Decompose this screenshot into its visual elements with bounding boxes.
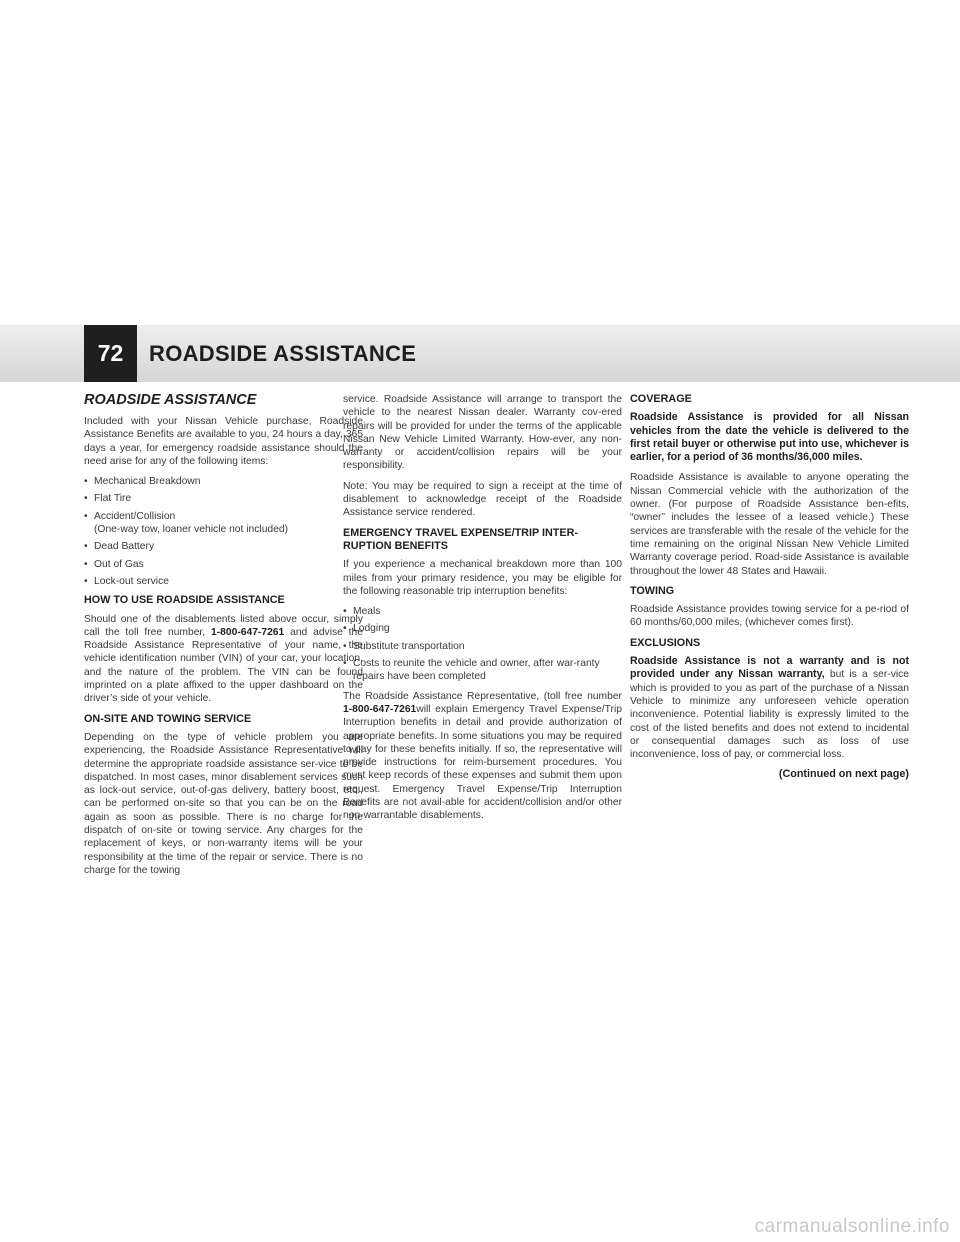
emergency-travel-paragraph: If you experience a mechanical breakdown more than 100 miles from your primary residence, you may be eligible for the following reasonable trip interruption benefits: <box>343 559 622 597</box>
towing-continued-paragraph: service. Roadside Assistance will arrange to transport the vehicle to the nearest Nissan dealer. Warranty cov-ered repairs will be provided for under the terms of the applicable Nissan New Vehicle Limited Warranty. How-ever, any non-warranty or accident/collision repairs will be your responsibility. <box>343 394 622 472</box>
column-2 <box>343 393 622 830</box>
how-to-use-paragraph: Should one of the disablements listed above occur, simply call the toll free number, 1-800-647-7261 and advise the Roadside Assistance Representative of your name, the vehicle identification number (VIN) of your car, your location, and the nature of the problem. The VIN can be found imprinted on a plate affixed to the upper dashboard on the driver’s side of your vehicle. <box>84 613 363 705</box>
watermark: carmanualsonline.info <box>754 1216 950 1237</box>
phone-number: 1-800-647-7261 <box>343 703 417 715</box>
onsite-towing-heading: ON-SITE AND TOWING SERVICE <box>84 712 252 725</box>
intro-paragraph: Included with your Nissan Vehicle purchase, Roadside Assistance Benefits are available to you, 24 hours a day, 365 days a year, for emergency roadside assistance should the need arise for any of the following items: <box>84 416 363 467</box>
towing-heading: TOWING <box>630 584 675 597</box>
list-item: • Mechanical Breakdown <box>84 475 363 488</box>
note-paragraph: Note: You may be required to sign a receipt at the time of disablement to acknowledge receipt of the Roadside Assistance service rendered. <box>343 480 622 519</box>
column-1 <box>84 391 363 884</box>
list-item: • Out of Gas <box>84 558 363 571</box>
covered-items-list <box>84 475 363 588</box>
coverage-bold-paragraph: Roadside Assistance is provided for all Nissan vehicles from the date the vehicle is delivered to the first retail buyer or otherwise put into use, whichever is earlier, for a period of 36 months/36,000 miles. <box>630 411 909 464</box>
header-band <box>0 325 960 382</box>
exclusions-paragraph: Roadside Assistance is not a warranty and is not provided under any Nissan warranty, but is a ser-vice which is provided to you as part of the purchase of a Nissan Vehicle to minimize any unforeseen vehicle operation inconvenience. Potential liability is expressly limited to the cost of the listed benefits and does not extend to incidental or consequential damages such as loss of use inconvenience, loss of pay, or commercial loss. <box>630 655 909 761</box>
list-item: • Meals <box>343 605 622 618</box>
continued-note: (Continued on next page) <box>778 768 909 781</box>
list-item: • Costs to reunite the vehicle and owner, after war-ranty repairs have been completed <box>343 657 622 684</box>
towing-paragraph: Roadside Assistance provides towing service for a pe-riod of 60 months/60,000 miles, (whichever comes first). <box>630 604 909 629</box>
list-item: • Flat Tire <box>84 492 363 505</box>
how-to-use-heading: HOW TO USE ROADSIDE ASSISTANCE <box>84 594 285 607</box>
page-number: 72 <box>84 325 137 382</box>
list-item: • Substitute transportation <box>343 640 622 653</box>
list-item: • Dead Battery <box>84 540 363 553</box>
accident-note: (One-way tow, loaner vehicle not included) <box>94 524 289 536</box>
onsite-towing-paragraph: Depending on the type of vehicle problem you are experiencing, the Roadside Assistance Representative will determine the appropriate roadside assistance ser-vice to be dispatched. In most cases, minor disablement services such as lock-out service, out-of-gas delivery, battery boost, etc., can be performed on-site so that you can be on the road again as soon as possible. There is no charge for the dispatch of on-site or towing service. Any charges for the replacement of keys, or non-warranty items will be your responsibility at the time of the repair or service. There is no charge for the towing <box>84 731 363 876</box>
document-title: ROADSIDE ASSISTANCE <box>84 392 257 408</box>
coverage-paragraph: Roadside Assistance is available to anyone operating the Nissan Commercial vehicle with the authorization of the owner. (For purpose of Roadside Assistance ben-efits, “owner” includes the lessee of a leased vehicle.) These services are transferable with the resale of the vehicle for the time remaining on the original Nissan New Vehicle Limited Warranty coverage period. Road-side Assistance is available throughout the lower 48 States and Hawaii. <box>630 472 909 577</box>
list-item: • Accident/Collision (One-way tow, loaner vehicle not included) <box>84 510 363 537</box>
section-title: ROADSIDE ASSISTANCE <box>149 341 417 366</box>
column-3 <box>630 393 909 782</box>
phone-number: 1-800-647-7261 <box>210 626 285 638</box>
exclusions-heading: EXCLUSIONS <box>630 636 701 649</box>
list-item: • Lodging <box>343 622 622 635</box>
emergency-travel-heading: EMERGENCY TRAVEL EXPENSE/TRIP INTER-RUPTION BENEFITS <box>343 526 578 552</box>
benefits-list <box>343 605 622 683</box>
list-item: • Lock-out service <box>84 575 363 588</box>
coverage-heading: COVERAGE <box>630 393 692 405</box>
representative-paragraph: The Roadside Assistance Representative, (toll free number 1-800-647-7261will explain Emergency Travel Expense/Trip Interruption benefits in detail and provide authorization of appropriate benefits. In some situations you may be required to pay for these benefits initially. If so, the representative will provide instructions for reim-bursement procedures. You must keep records of these expenses and submit them upon request. Emergency Travel Expense/Trip Interruption Benefits are not avail-able for accident/collision and/or other non-warrantable disablements. <box>343 690 622 822</box>
